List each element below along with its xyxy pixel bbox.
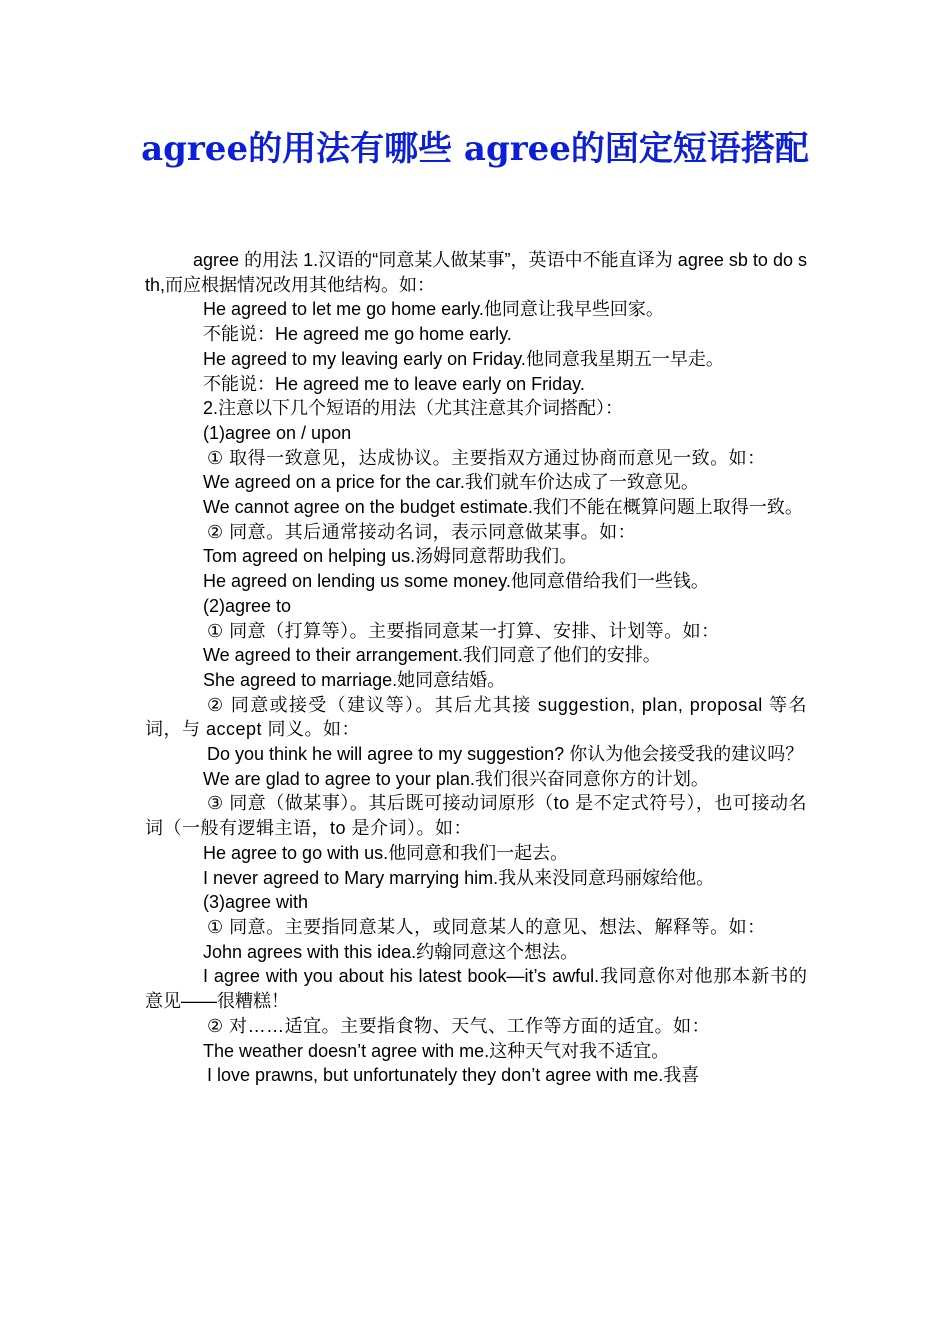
paragraph: (2)agree to [203, 595, 292, 616]
paragraph: ② 对……适宜。主要指食物、天气、工作等方面的适宜。如： [207, 1015, 711, 1036]
paragraph: 不能说：He agreed me go home early. [203, 324, 512, 345]
paragraph: The weather doesn’t agree with me.这种天气对我不适宜。 [203, 1040, 670, 1061]
paragraph: I love prawns, but unfortunately they don’t agree with me.我喜 [207, 1065, 700, 1086]
paragraph: He agreed to let me go home early.他同意让我早些回家。 [203, 299, 664, 320]
paragraph: Do you think he will agree to my suggestion? 你认为他会接受我的建议吗？ [207, 744, 804, 765]
paragraph: We are glad to agree to your plan.我们很兴奋同意你方的计划。 [203, 768, 709, 789]
paragraph: ② 同意或接受（建议等）。其后尤其接 suggestion, plan, proposal 等名词，与 accept 同义。如： [145, 694, 807, 740]
paragraph: ① 同意（打算等）。主要指同意某一打算、安排、计划等。如： [207, 620, 720, 641]
paragraph: He agree to go with us.他同意和我们一起去。 [203, 842, 569, 863]
paragraph: He agreed to my leaving early on Friday.他同意我星期五一早走。 [203, 348, 724, 369]
paragraph: 不能说：He agreed me to leave early on Friday. [203, 373, 585, 394]
paragraph: I never agreed to Mary marrying him.我从来没同意玛丽嫁给他。 [203, 867, 715, 888]
document-body [145, 248, 807, 1088]
paragraph: agree 的用法 1.汉语的“同意某人做某事”，英语中不能直译为 agree sb to do sth,而应根据情况改用其他结构。如： [145, 250, 807, 295]
paragraph: John agrees with this idea.约翰同意这个想法。 [203, 941, 579, 962]
paragraph: We cannot agree on the budget estimate.我们不能在概算问题上取得一致。 [203, 497, 803, 518]
paragraph: We agreed on a price for the car.我们就车价达成了一致意见。 [203, 472, 699, 493]
paragraph: I agree with you about his latest book—it’s awful.我同意你对他那本新书的意见——很糟糕！ [145, 966, 807, 1012]
paragraph: ② 同意。其后通常接动名词，表示同意做某事。如： [207, 521, 637, 542]
paragraph: Tom agreed on helping us.汤姆同意帮助我们。 [203, 546, 578, 567]
paragraph: We agreed to their arrangement.我们同意了他们的安排。 [203, 645, 661, 666]
paragraph: ① 取得一致意见，达成协议。主要指双方通过协商而意见一致。如： [207, 447, 766, 468]
paragraph: He agreed on lending us some money.他同意借给我们一些钱。 [203, 571, 709, 592]
document-title: agree的用法有哪些 agree的固定短语搭配 [141, 129, 809, 169]
paragraph: (3)agree with [203, 892, 309, 913]
paragraph: She agreed to marriage.她同意结婚。 [203, 669, 506, 690]
paragraph: 2.注意以下几个短语的用法（尤其注意其介词搭配）： [203, 398, 624, 419]
paragraph: ③ 同意（做某事）。其后既可接动词原形（to 是不定式符号），也可接动名词（一般有逻辑主语，to 是介词）。如： [145, 793, 807, 839]
paragraph: (1)agree on / upon [203, 422, 352, 443]
paragraph: ① 同意。主要指同意某人，或同意某人的意见、想法、解释等。如： [207, 916, 766, 937]
